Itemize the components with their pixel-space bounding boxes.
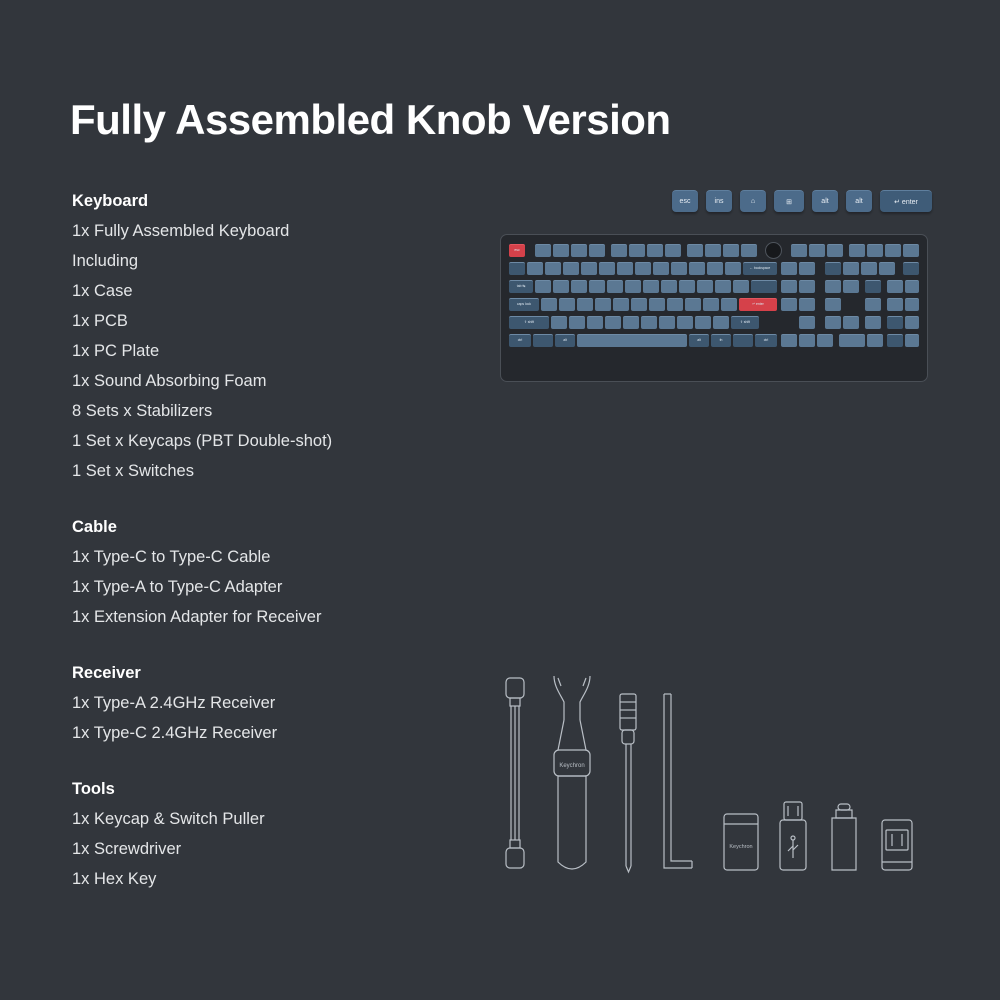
key-f1: [535, 244, 551, 257]
key-t: [607, 280, 623, 293]
key-s: [559, 298, 575, 311]
key-menu: [733, 334, 753, 347]
key-f11: [723, 244, 739, 257]
key-numpad-plus: [865, 280, 881, 293]
key-c: [587, 316, 603, 329]
spec-list: [72, 186, 492, 894]
group-heading: Cable: [72, 518, 117, 536]
key-f7: [647, 244, 663, 257]
sample-keycaps-row: [672, 190, 932, 212]
key-side-7: [905, 334, 919, 347]
key-f2: [553, 244, 569, 257]
key-numpad-minus: [879, 262, 895, 275]
keyboard-illustration: [500, 234, 928, 382]
key-slash: [713, 316, 729, 329]
list-item: 1x Fully Assembled Keyboard: [72, 222, 290, 240]
key-numpad-extra: [843, 280, 859, 293]
key-equal: [725, 262, 741, 275]
key-y: [625, 280, 641, 293]
key-minus: [707, 262, 723, 275]
group-heading: Tools: [72, 780, 115, 798]
key-esc: esc: [509, 244, 525, 257]
key-d: [577, 298, 593, 311]
key-numpad-9: [825, 280, 841, 293]
key-numpad-4: [781, 298, 797, 311]
spec-group-tools: [72, 774, 492, 894]
key-alt-left: alt: [555, 334, 575, 347]
key-ctrl-right: ctrl: [755, 334, 777, 347]
key-numpad-divide: [843, 262, 859, 275]
key-ctrl-left: ctrl: [509, 334, 531, 347]
list-item: Including: [72, 252, 139, 270]
hex-key-icon: [664, 694, 692, 868]
key-backspace: ← backspace: [743, 262, 777, 275]
key-numpad-8: [799, 280, 815, 293]
key-home: [867, 244, 883, 257]
list-item: 1x Sound Absorbing Foam: [72, 372, 267, 390]
key-a: [541, 298, 557, 311]
accessories-illustration: [492, 672, 952, 912]
list-item: 1x Keycap & Switch Puller: [72, 810, 265, 828]
key-r: [589, 280, 605, 293]
key-q: [535, 280, 551, 293]
key-e: [571, 280, 587, 293]
list-item: 1x PCB: [72, 312, 128, 330]
spec-group-cable: [72, 512, 492, 632]
key-semicolon: [703, 298, 719, 311]
key-2: [545, 262, 561, 275]
key-numpad-1: [825, 316, 841, 329]
extension-adapter-icon: [724, 814, 758, 870]
usb-receiver-icon: [780, 802, 806, 870]
key-pause: [827, 244, 843, 257]
key-alt-right: alt: [689, 334, 709, 347]
key-pgup: [885, 244, 901, 257]
key-side-2: [905, 280, 919, 293]
key-side-1: [887, 280, 903, 293]
key-bracket-left: [715, 280, 731, 293]
key-f8: [665, 244, 681, 257]
key-numpad-5: [799, 298, 815, 311]
key-side-3: [887, 298, 903, 311]
key-1: [527, 262, 543, 275]
list-item: 1x Hex Key: [72, 870, 157, 888]
screwdriver-icon: [620, 694, 636, 872]
key-del: [903, 244, 919, 257]
keyboard-key-grid: [509, 244, 919, 373]
key-f10: [705, 244, 721, 257]
type-a-24ghz-receiver-icon: [882, 820, 912, 870]
key-side-6: [887, 334, 903, 347]
rotary-knob[interactable]: [765, 242, 782, 259]
key-f5: [611, 244, 627, 257]
key-w: [553, 280, 569, 293]
keycap-switch-puller-icon: [554, 676, 590, 869]
key-numpad-7: [781, 280, 797, 293]
key-comma: [677, 316, 693, 329]
key-numpad-dot: [867, 334, 883, 347]
key-numpad-equal: [865, 298, 881, 311]
key-l: [685, 298, 701, 311]
key-arrow-left: [781, 334, 797, 347]
key-8: [653, 262, 669, 275]
key-f9: [687, 244, 703, 257]
key-numpad-2: [843, 316, 859, 329]
key-3: [563, 262, 579, 275]
key-arrow-down: [799, 334, 815, 347]
key-6: [617, 262, 633, 275]
key-f4: [589, 244, 605, 257]
key-arrow-right: [817, 334, 833, 347]
type-c-adapter-icon: [832, 804, 856, 870]
keycap-esc: esc: [672, 190, 698, 212]
list-item: 1x Type-C 2.4GHz Receiver: [72, 724, 278, 742]
keycap-alt-right: alt: [846, 190, 872, 212]
key-side-4: [905, 298, 919, 311]
list-item: 1 Set x Switches: [72, 462, 194, 480]
list-item: 1x PC Plate: [72, 342, 160, 360]
key-backslash: [751, 280, 777, 293]
key-space: [577, 334, 687, 347]
key-x: [569, 316, 585, 329]
key-win-left: [533, 334, 553, 347]
key-tab: tab ↹: [509, 280, 533, 293]
key-shift-right: ⇧ shift: [731, 316, 759, 329]
key-5: [599, 262, 615, 275]
type-c-cable-icon: [506, 678, 524, 868]
list-item: 1x Case: [72, 282, 133, 300]
key-g: [613, 298, 629, 311]
key-mute: [903, 262, 919, 275]
page-title: Fully Assembled Knob Version: [70, 96, 671, 143]
key-i: [661, 280, 677, 293]
key-p: [697, 280, 713, 293]
key-numlock: [825, 262, 841, 275]
key-numpad-0: [839, 334, 865, 347]
key-numpad-multiply: [861, 262, 877, 275]
keycap-alt-left: alt: [812, 190, 838, 212]
key-f12: [741, 244, 757, 257]
key-f6: [629, 244, 645, 257]
keycap-ins: ins: [706, 190, 732, 212]
group-heading: Keyboard: [72, 192, 149, 210]
key-period: [695, 316, 711, 329]
spec-group-keyboard: [72, 186, 492, 486]
list-item: 8 Sets x Stabilizers: [72, 402, 213, 420]
key-f3: [571, 244, 587, 257]
key-u: [643, 280, 659, 293]
key-arrow-up: [799, 316, 815, 329]
keycap-home: ⌂: [740, 190, 766, 212]
list-item: 1x Extension Adapter for Receiver: [72, 608, 322, 626]
key-bracket-right: [733, 280, 749, 293]
key-numpad-enter: [887, 316, 903, 329]
keycap-enter: ↵ enter: [880, 190, 932, 212]
key-numpad-6: [825, 298, 841, 311]
key-f: [595, 298, 611, 311]
key-b: [623, 316, 639, 329]
list-item: 1x Type-C to Type-C Cable: [72, 548, 271, 566]
key-v: [605, 316, 621, 329]
key-pgdn: [799, 262, 815, 275]
key-j: [649, 298, 665, 311]
key-backtick: [509, 262, 525, 275]
key-n: [641, 316, 657, 329]
key-numpad-3: [865, 316, 881, 329]
key-ins: [849, 244, 865, 257]
key-side-5: [905, 316, 919, 329]
key-9: [671, 262, 687, 275]
key-7: [635, 262, 651, 275]
key-shift-left: ⇧ shift: [509, 316, 549, 329]
key-z: [551, 316, 567, 329]
key-0: [689, 262, 705, 275]
keycap-win: ⊞: [774, 190, 804, 212]
key-quote: [721, 298, 737, 311]
list-item: 1x Type-A to Type-C Adapter: [72, 578, 283, 596]
key-m: [659, 316, 675, 329]
adapter-brand-label: Keychron: [729, 844, 753, 850]
key-end: [781, 262, 797, 275]
puller-brand-label: Keychron: [559, 763, 585, 769]
list-item: 1 Set x Keycaps (PBT Double-shot): [72, 432, 333, 450]
list-item: 1x Type-A 2.4GHz Receiver: [72, 694, 276, 712]
key-scrlk: [809, 244, 825, 257]
key-o: [679, 280, 695, 293]
key-prtsc: [791, 244, 807, 257]
spec-group-receiver: [72, 658, 492, 748]
key-k: [667, 298, 683, 311]
key-enter: ↵ enter: [739, 298, 777, 311]
key-fn: fn: [711, 334, 731, 347]
key-caps-lock: caps lock: [509, 298, 539, 311]
key-h: [631, 298, 647, 311]
list-item: 1x Screwdriver: [72, 840, 182, 858]
group-heading: Receiver: [72, 664, 141, 682]
key-4: [581, 262, 597, 275]
